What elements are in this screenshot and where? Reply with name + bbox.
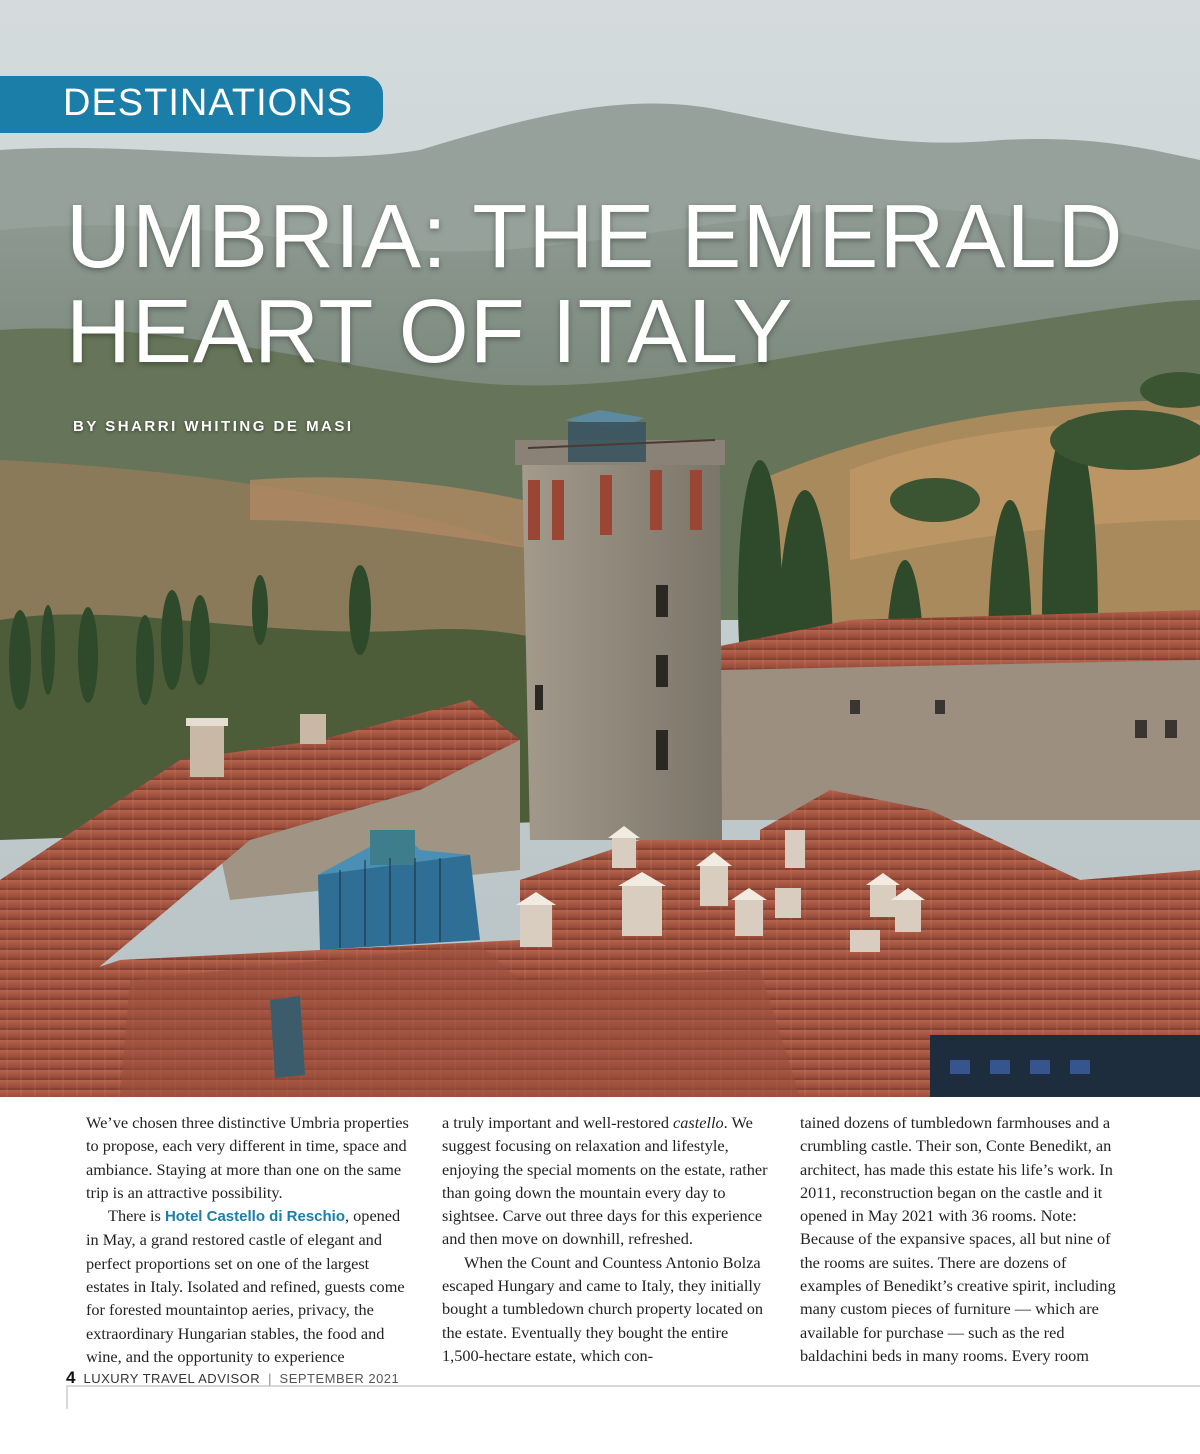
text-run: a truly important and well-restored: [442, 1113, 674, 1132]
paragraph: tained dozens of tumbledown farmhouses and a crumbling castle. Their son, Conte Benedikt, an architect, has made this estate his life’s work. In 2011, reconstruction began on the castle and it opened in May 2021 with 36 rooms. Note: Because of the expansive spaces, all but nine of the rooms are suites. There are dozens of examples of Benedikt’s creative spirit, including many custom pieces of furniture — which are available for purchase — such as the red baldachini beds in many rooms. Every room: [800, 1113, 1116, 1365]
paragraph: [86, 1204, 416, 1368]
article-headline: [66, 187, 1186, 382]
section-tag-label: DESTINATIONS: [63, 82, 353, 124]
publication-name: LUXURY TRAVEL ADVISOR: [83, 1370, 261, 1386]
footer-separator: |: [268, 1370, 272, 1386]
text-run: , opened in May, a grand restored castle of elegant and perfect proportions set on one of the largest estates in Italy. Isolated and refined, guests come for forested mountaintop aeries, privacy, the extraordinary Hungarian stables, the food and wine, and the opportunity to experience: [86, 1206, 405, 1366]
hotel-name: Hotel Castello di Reschio: [164, 1208, 346, 1226]
headline-line-2: HEART OF ITALY: [66, 282, 794, 382]
article-body: [86, 1111, 1146, 1366]
byline: BY SHARRI WHITING DE MASI: [73, 418, 354, 435]
text-run: . We suggest focusing on relaxation and lifestyle, enjoying the special moments on the estate, rather than going down the mountain every day to sightsee. Carve out three days for this experience and then move on downhill, refreshed.: [442, 1113, 768, 1249]
italic-term: castello: [673, 1113, 724, 1132]
column-3: [800, 1111, 1130, 1367]
paragraph: We’ve chosen three distinctive Umbria properties to propose, each very different in time, space and ambiance. Staying at more than one on the same trip is an attractive possibility.: [86, 1113, 409, 1202]
column-2: [442, 1111, 772, 1367]
paragraph: [442, 1111, 772, 1251]
section-tag: [0, 76, 383, 133]
headline-line-1: UMBRIA: THE EMERALD: [66, 187, 1124, 287]
text-run: There is: [108, 1206, 165, 1226]
paragraph: When the Count and Countess Antonio Bolza escaped Hungary and came to Italy, they initially bought a tumbledown church property located on the estate. Eventually they bought the entire 1,500-hectare estate, which con-: [442, 1252, 764, 1365]
footer-divider-vertical: [66, 1387, 68, 1409]
issue-date: SEPTEMBER 2021: [279, 1370, 400, 1386]
page-number: 4: [66, 1368, 76, 1387]
column-1: [86, 1111, 416, 1368]
page-footer: [66, 1368, 399, 1388]
